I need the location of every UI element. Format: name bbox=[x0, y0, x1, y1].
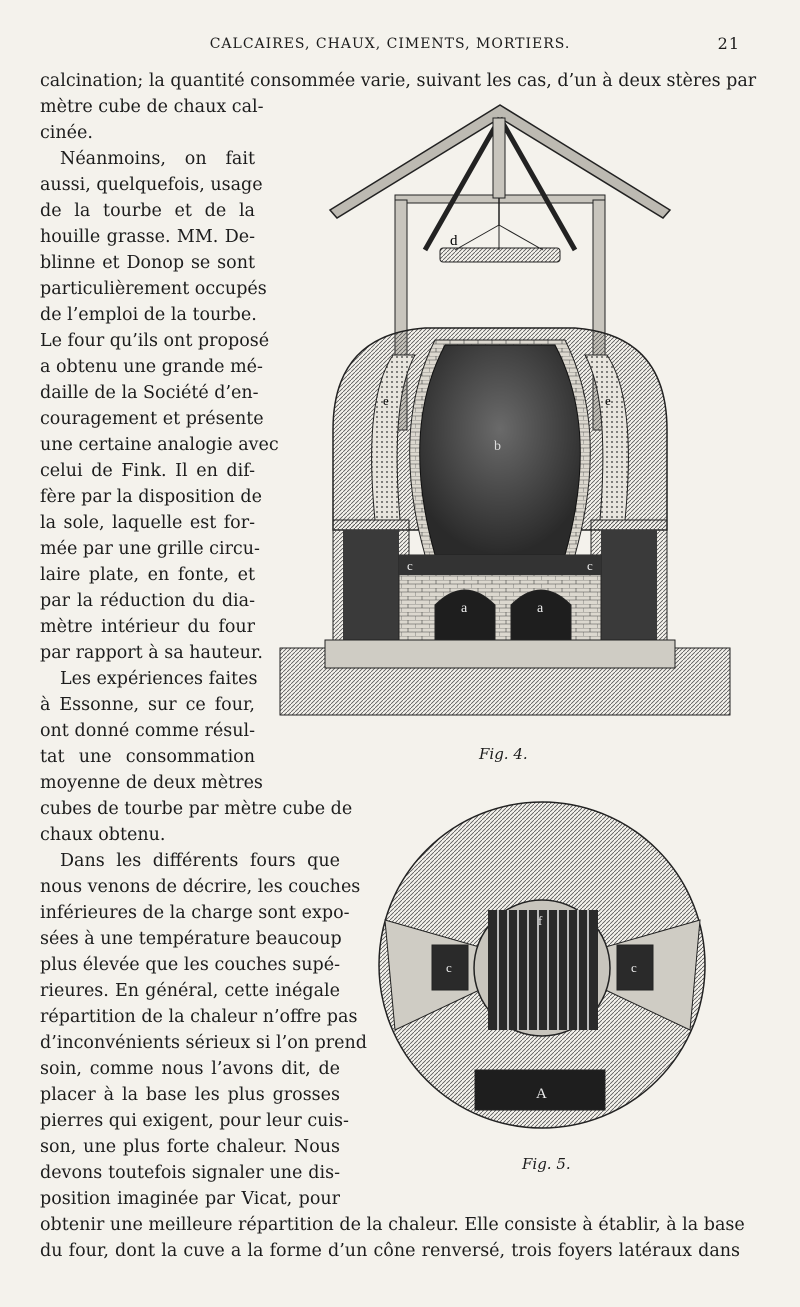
kiln-body bbox=[280, 328, 730, 715]
text-line: de la tourbe et de la bbox=[40, 201, 255, 221]
text-line: Dans les différents fours que bbox=[60, 851, 340, 871]
text-line: cinée. bbox=[40, 123, 93, 143]
label-e-right: e bbox=[605, 393, 611, 408]
text-line: houille grasse. MM. De- bbox=[40, 227, 255, 247]
text-line: devons toutefois signaler une dis- bbox=[40, 1163, 340, 1183]
text-line: ont donné comme résul- bbox=[40, 721, 255, 741]
text-line: obtenir une meilleure répartition de la chaleur. Elle consiste à établir, à la base bbox=[40, 1215, 745, 1235]
text-line: celui de Fink. Il en dif- bbox=[40, 461, 255, 481]
text-line: mée par une grille circu- bbox=[40, 539, 260, 559]
text-line: chaux obtenu. bbox=[40, 825, 166, 845]
label-c-left: c bbox=[407, 558, 413, 573]
label-f: f bbox=[538, 913, 543, 928]
label-e-left: e bbox=[383, 393, 389, 408]
text-line: Néanmoins, on fait bbox=[60, 149, 255, 169]
label-c-right: c bbox=[631, 960, 637, 975]
text-line: à Essonne, sur ce four, bbox=[40, 695, 255, 715]
page-number: 21 bbox=[717, 34, 740, 53]
text-line: moyenne de deux mètres bbox=[40, 773, 263, 793]
text-line: Les expériences faites bbox=[60, 669, 258, 689]
text-line: par la réduction du dia- bbox=[40, 591, 255, 611]
text-line: inférieures de la charge sont expo- bbox=[40, 903, 350, 923]
text-line: la sole, laquelle est for- bbox=[40, 513, 255, 533]
text-line: nous venons de décrire, les couches bbox=[40, 877, 361, 897]
text-line: Le four qu’ils ont proposé bbox=[40, 331, 270, 351]
text-line: daille de la Société d’en- bbox=[40, 383, 259, 403]
label-d: d bbox=[450, 233, 458, 249]
text-line: particulièrement occupés bbox=[40, 279, 267, 299]
text-line: répartition de la chaleur n’offre pas bbox=[40, 1007, 358, 1027]
grate bbox=[488, 910, 598, 1030]
text-line: une certaine analogie avec bbox=[40, 435, 279, 455]
text-line: mètre cube de chaux cal- bbox=[40, 97, 264, 117]
text-line: laire plate, en fonte, et bbox=[40, 565, 255, 585]
text-line: du four, dont la cuve a la forme d’un cône renversé, trois foyers latéraux dans bbox=[40, 1241, 740, 1261]
figure-5-caption: Fig. 5. bbox=[522, 1155, 571, 1173]
text-line: blinne et Donop se sont bbox=[40, 253, 255, 273]
text-line: calcination; la quantité consommée varie, suivant les cas, d’un à deux stères par bbox=[40, 71, 757, 91]
text-line: a obtenu une grande mé- bbox=[40, 357, 263, 377]
figure-5-kiln-plan bbox=[370, 800, 715, 1140]
text-line: aussi, quelquefois, usage bbox=[40, 175, 263, 195]
label-a-left: a bbox=[461, 601, 468, 616]
label-c-right: c bbox=[587, 558, 593, 573]
text-line: de l’emploi de la tourbe. bbox=[40, 305, 257, 325]
text-line: rieures. En général, cette inégale bbox=[40, 981, 340, 1001]
text-line: placer à la base les plus grosses bbox=[40, 1085, 340, 1105]
text-line: couragement et présente bbox=[40, 409, 264, 429]
text-line: son, une plus forte chaleur. Nous bbox=[40, 1137, 340, 1157]
text-line: position imaginée par Vicat, pour bbox=[40, 1189, 340, 1209]
hanging-lid bbox=[440, 198, 560, 262]
text-line: pierres qui exigent, pour leur cuis- bbox=[40, 1111, 349, 1131]
text-line: tat une consommation bbox=[40, 747, 255, 767]
label-b: b bbox=[494, 439, 501, 454]
label-c-left: c bbox=[446, 960, 452, 975]
figure-4-caption: Fig. 4. bbox=[479, 745, 528, 763]
text-line: d’inconvénients sérieux si l’on prend bbox=[40, 1033, 367, 1053]
label-a-right: a bbox=[537, 601, 544, 616]
text-line: sées à une température beaucoup bbox=[40, 929, 342, 949]
running-title: CALCAIRES, CHAUX, CIMENTS, MORTIERS. bbox=[209, 36, 571, 52]
text-line: soin, comme nous l’avons dit, de bbox=[40, 1059, 340, 1079]
label-A: A bbox=[536, 1086, 547, 1102]
text-line: cubes de tourbe par mètre cube de bbox=[40, 799, 353, 819]
figure-4-kiln-section bbox=[275, 100, 735, 725]
text-line: plus élevée que les couches supé- bbox=[40, 955, 340, 975]
text-line: fère par la disposition de bbox=[40, 487, 262, 507]
text-line: par rapport à sa hauteur. bbox=[40, 643, 263, 663]
text-line: mètre intérieur du four bbox=[40, 617, 255, 637]
running-header bbox=[40, 30, 740, 58]
